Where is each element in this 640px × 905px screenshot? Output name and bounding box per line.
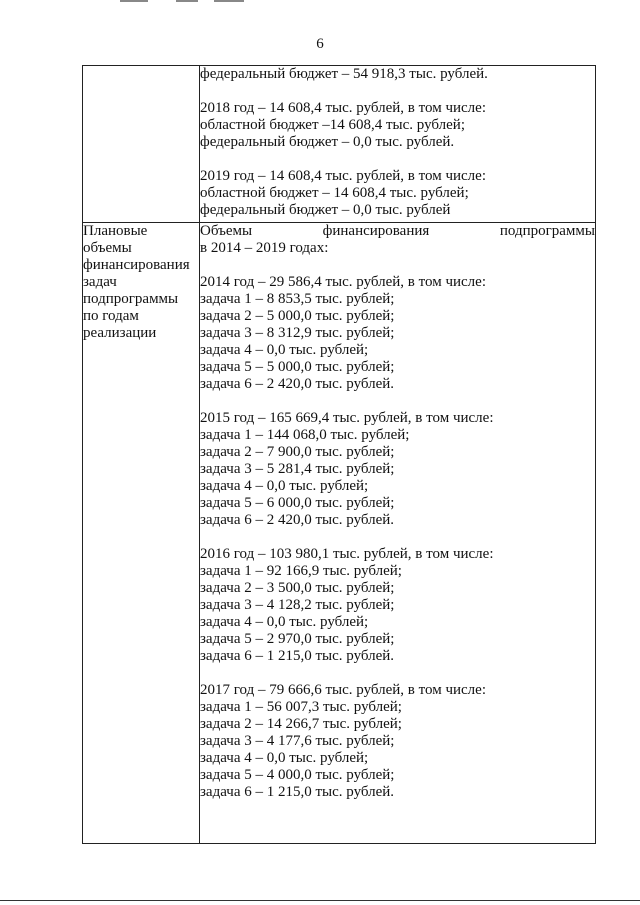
task-line: задача 5 – 6 000,0 тыс. рублей; (200, 495, 395, 511)
task-line: задача 6 – 2 420,0 тыс. рублей. (200, 376, 395, 392)
row-label-line: финансирования (83, 257, 190, 273)
year-title: 2017 год – 79 666,6 тыс. рублей, в том числе: (200, 682, 486, 698)
task-line: задача 3 – 5 281,4 тыс. рублей; (200, 461, 395, 477)
page-bottom-edge (0, 900, 640, 901)
task-line: задача 3 – 4 177,6 тыс. рублей; (200, 733, 395, 749)
blank-line (200, 393, 595, 410)
row2-right-cell (200, 223, 596, 844)
row1-text-line: федеральный бюджет – 54 918,3 тыс. рублей. (200, 66, 488, 82)
year-title: 2015 год – 165 669,4 тыс. рублей, в том числе: (200, 410, 494, 426)
row1-right-cell (200, 66, 596, 223)
task-line: задача 4 – 0,0 тыс. рублей; (200, 614, 369, 630)
financing-table (82, 65, 596, 844)
task-line: задача 1 – 8 853,5 тыс. рублей; (200, 291, 395, 307)
intro-line-1 (200, 223, 595, 240)
row2-left-label (83, 223, 199, 342)
year-title: 2016 год – 103 980,1 тыс. рублей, в том числе: (200, 546, 494, 562)
row-label-line: задач (83, 274, 117, 290)
row-label-line: реализации (83, 325, 157, 341)
task-line: задача 5 – 2 970,0 тыс. рублей; (200, 631, 395, 647)
task-line: задача 5 – 5 000,0 тыс. рублей; (200, 359, 395, 375)
page-number: 6 (316, 36, 324, 52)
task-line: задача 3 – 4 128,2 тыс. рублей; (200, 597, 395, 613)
row1-lines (200, 66, 595, 219)
scan-edge-marks (0, 0, 640, 4)
table-row-continuation (83, 66, 596, 223)
table-row-financing (83, 223, 596, 844)
blank-line (200, 529, 595, 546)
task-line: задача 3 – 8 312,9 тыс. рублей; (200, 325, 395, 341)
intro-word-3: подпрограммы (499, 223, 595, 239)
blank-line (200, 151, 595, 168)
row-label-line: Плановые (83, 223, 148, 239)
task-line: задача 2 – 3 500,0 тыс. рублей; (200, 580, 395, 596)
row-label-line: объемы (83, 240, 132, 256)
row-label-line: подпрограммы (83, 291, 179, 307)
row1-text-line: областной бюджет – 14 608,4 тыс. рублей; (200, 185, 469, 201)
intro-word-2: финансирования (322, 223, 430, 239)
task-line: задача 5 – 4 000,0 тыс. рублей; (200, 767, 395, 783)
row1-text-line: федеральный бюджет – 0,0 тыс. рублей (200, 202, 451, 218)
task-line: задача 4 – 0,0 тыс. рублей; (200, 478, 369, 494)
row1-text-line: областной бюджет –14 608,4 тыс. рублей; (200, 117, 465, 133)
row2-left-cell (83, 223, 200, 844)
year-blocks (200, 257, 595, 801)
task-line: задача 2 – 14 266,7 тыс. рублей; (200, 716, 402, 732)
task-line: задача 6 – 1 215,0 тыс. рублей. (200, 784, 395, 800)
intro-word-1: Объемы (200, 223, 253, 239)
intro-line-2: в 2014 – 2019 годах: (200, 240, 329, 256)
blank-line (200, 665, 595, 682)
task-line: задача 2 – 7 900,0 тыс. рублей; (200, 444, 395, 460)
blank-line (200, 257, 595, 274)
year-title: 2014 год – 29 586,4 тыс. рублей, в том числе: (200, 274, 486, 290)
task-line: задача 1 – 92 166,9 тыс. рублей; (200, 563, 402, 579)
task-line: задача 4 – 0,0 тыс. рублей; (200, 750, 369, 766)
row1-text-line: 2019 год – 14 608,4 тыс. рублей, в том числе: (200, 168, 486, 184)
task-line: задача 1 – 56 007,3 тыс. рублей; (200, 699, 402, 715)
blank-line (200, 83, 595, 100)
row1-text-line: 2018 год – 14 608,4 тыс. рублей, в том числе: (200, 100, 486, 116)
row1-left-cell (83, 66, 200, 223)
task-line: задача 4 – 0,0 тыс. рублей; (200, 342, 369, 358)
task-line: задача 2 – 5 000,0 тыс. рублей; (200, 308, 395, 324)
task-line: задача 1 – 144 068,0 тыс. рублей; (200, 427, 410, 443)
row1-text-line: федеральный бюджет – 0,0 тыс. рублей. (200, 134, 455, 150)
row-label-line: по годам (83, 308, 139, 324)
task-line: задача 6 – 2 420,0 тыс. рублей. (200, 512, 395, 528)
task-line: задача 6 – 1 215,0 тыс. рублей. (200, 648, 395, 664)
